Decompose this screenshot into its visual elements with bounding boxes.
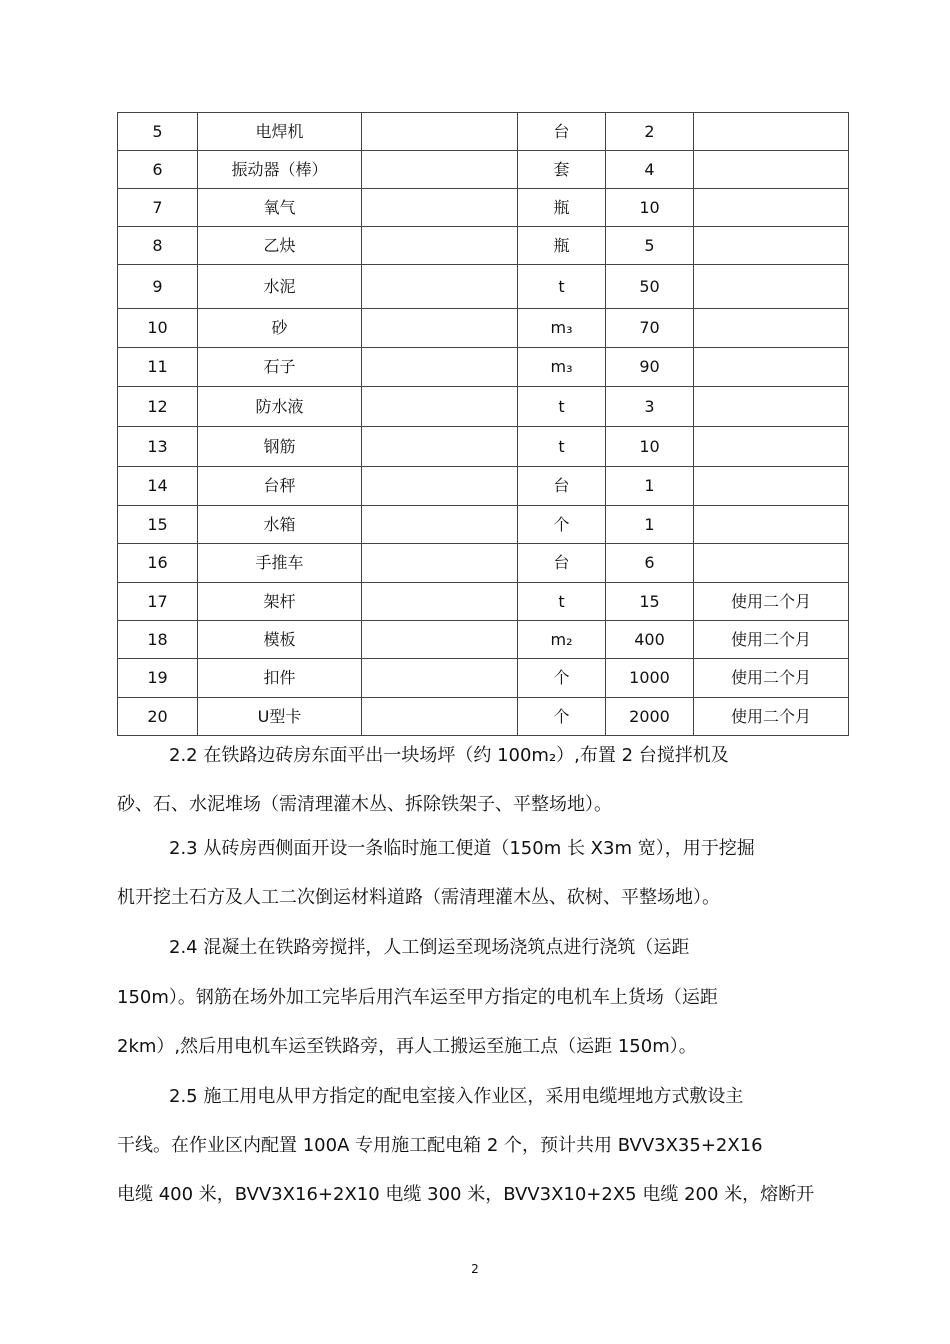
materials-table — [117, 112, 849, 736]
item-name-cell: 模板 — [198, 621, 362, 659]
item-name-cell: 振动器（棒） — [198, 151, 362, 189]
quantity-cell: 1 — [606, 467, 694, 506]
quantity-cell: 10 — [606, 189, 694, 227]
row-number-cell: 17 — [118, 583, 198, 621]
quantity-cell: 5 — [606, 227, 694, 265]
remark-cell — [694, 189, 849, 227]
table-row — [118, 544, 849, 583]
table-row — [118, 113, 849, 151]
item-name-cell: 台秤 — [198, 467, 362, 506]
remark-cell — [694, 506, 849, 544]
spec-cell — [362, 506, 518, 544]
paragraph-2-5-line-2: 干线。在作业区内配置 100A 专用施工配电箱 2 个，预计共用 BVV3X35+2X16 — [117, 1135, 763, 1156]
remark-cell — [694, 427, 849, 467]
row-number-cell: 19 — [118, 659, 198, 698]
quantity-cell: 2 — [606, 113, 694, 151]
spec-cell — [362, 348, 518, 387]
row-number-cell: 6 — [118, 151, 198, 189]
remark-cell — [694, 544, 849, 583]
item-name-cell: 砂 — [198, 309, 362, 348]
row-number-cell: 20 — [118, 698, 198, 736]
spec-cell — [362, 427, 518, 467]
quantity-cell: 1 — [606, 506, 694, 544]
row-number-cell: 12 — [118, 387, 198, 427]
table-row — [118, 621, 849, 659]
item-name-cell: 石子 — [198, 348, 362, 387]
unit-cell: m₂ — [518, 621, 606, 659]
item-name-cell: 水泥 — [198, 265, 362, 309]
row-number-cell: 10 — [118, 309, 198, 348]
remark-cell — [694, 309, 849, 348]
row-number-cell: 16 — [118, 544, 198, 583]
paragraph-2-4-line-2: 150m）。钢筋在场外加工完毕后用汽车运至甲方指定的电机车上货场（运距 — [117, 987, 718, 1008]
item-name-cell: 手推车 — [198, 544, 362, 583]
table-row — [118, 348, 849, 387]
spec-cell — [362, 544, 518, 583]
table-row — [118, 659, 849, 698]
unit-cell: 台 — [518, 113, 606, 151]
table-row — [118, 698, 849, 736]
table-row — [118, 506, 849, 544]
remark-cell — [694, 113, 849, 151]
remark-cell — [694, 265, 849, 309]
table-row — [118, 151, 849, 189]
spec-cell — [362, 265, 518, 309]
remark-cell — [694, 387, 849, 427]
row-number-cell: 14 — [118, 467, 198, 506]
item-name-cell: 钢筋 — [198, 427, 362, 467]
table-row — [118, 583, 849, 621]
remark-cell: 使用二个月 — [694, 659, 849, 698]
paragraph-2-4-line-3: 2km）,然后用电机车运至铁路旁，再人工搬运至施工点（运距 150m）。 — [117, 1036, 697, 1057]
remark-cell — [694, 151, 849, 189]
quantity-cell: 10 — [606, 427, 694, 467]
unit-cell: t — [518, 265, 606, 309]
item-name-cell: 乙炔 — [198, 227, 362, 265]
spec-cell — [362, 621, 518, 659]
remark-cell: 使用二个月 — [694, 583, 849, 621]
spec-cell — [362, 189, 518, 227]
table-row — [118, 309, 849, 348]
quantity-cell: 400 — [606, 621, 694, 659]
row-number-cell: 7 — [118, 189, 198, 227]
spec-cell — [362, 309, 518, 348]
unit-cell: 瓶 — [518, 227, 606, 265]
quantity-cell: 3 — [606, 387, 694, 427]
quantity-cell: 90 — [606, 348, 694, 387]
spec-cell — [362, 467, 518, 506]
remark-cell — [694, 467, 849, 506]
item-name-cell: 电焊机 — [198, 113, 362, 151]
row-number-cell: 9 — [118, 265, 198, 309]
unit-cell: t — [518, 387, 606, 427]
item-name-cell: 架杆 — [198, 583, 362, 621]
quantity-cell: 50 — [606, 265, 694, 309]
paragraph-2-3-line-2: 机开挖土石方及人工二次倒运材料道路（需清理灌木丛、砍树、平整场地）。 — [117, 887, 720, 908]
quantity-cell: 70 — [606, 309, 694, 348]
row-number-cell: 15 — [118, 506, 198, 544]
paragraph-2-3-line-1: 2.3 从砖房西侧面开设一条临时施工便道（150m 长 X3m 宽），用于挖掘 — [169, 838, 755, 859]
unit-cell: 台 — [518, 467, 606, 506]
quantity-cell: 6 — [606, 544, 694, 583]
quantity-cell: 4 — [606, 151, 694, 189]
remark-cell — [694, 348, 849, 387]
quantity-cell: 15 — [606, 583, 694, 621]
remark-cell: 使用二个月 — [694, 621, 849, 659]
remark-cell: 使用二个月 — [694, 698, 849, 736]
paragraph-2-5-line-1: 2.5 施工用电从甲方指定的配电室接入作业区，采用电缆埋地方式敷设主 — [169, 1086, 744, 1107]
item-name-cell: 氧气 — [198, 189, 362, 227]
remark-cell — [694, 227, 849, 265]
unit-cell: t — [518, 427, 606, 467]
item-name-cell: U型卡 — [198, 698, 362, 736]
table-row — [118, 189, 849, 227]
item-name-cell: 水箱 — [198, 506, 362, 544]
row-number-cell: 11 — [118, 348, 198, 387]
paragraph-2-4-line-1: 2.4 混凝土在铁路旁搅拌，人工倒运至现场浇筑点进行浇筑（运距 — [169, 937, 690, 958]
spec-cell — [362, 583, 518, 621]
row-number-cell: 18 — [118, 621, 198, 659]
unit-cell: m₃ — [518, 348, 606, 387]
quantity-cell: 1000 — [606, 659, 694, 698]
paragraph-2-2-line-1: 2.2 在铁路边砖房东面平出一块场坪（约 100m₂）,布置 2 台搅拌机及 — [169, 745, 729, 766]
row-number-cell: 13 — [118, 427, 198, 467]
quantity-cell: 2000 — [606, 698, 694, 736]
unit-cell: 个 — [518, 506, 606, 544]
spec-cell — [362, 387, 518, 427]
unit-cell: 个 — [518, 659, 606, 698]
table-row — [118, 227, 849, 265]
table-row — [118, 427, 849, 467]
item-name-cell: 防水液 — [198, 387, 362, 427]
unit-cell: 台 — [518, 544, 606, 583]
unit-cell: 瓶 — [518, 189, 606, 227]
paragraph-2-5-line-3: 电缆 400 米，BVV3X16+2X10 电缆 300 米，BVV3X10+2X5 电缆 200 米，熔断开 — [117, 1184, 815, 1205]
spec-cell — [362, 113, 518, 151]
row-number-cell: 5 — [118, 113, 198, 151]
page-number: 2 — [471, 1262, 479, 1276]
unit-cell: t — [518, 583, 606, 621]
item-name-cell: 扣件 — [198, 659, 362, 698]
row-number-cell: 8 — [118, 227, 198, 265]
table-row — [118, 387, 849, 427]
spec-cell — [362, 151, 518, 189]
table-row — [118, 265, 849, 309]
materials-table-body — [118, 113, 849, 736]
unit-cell: 个 — [518, 698, 606, 736]
unit-cell: 套 — [518, 151, 606, 189]
spec-cell — [362, 698, 518, 736]
paragraph-2-2-line-2: 砂、石、水泥堆场（需清理灌木丛、拆除铁架子、平整场地）。 — [117, 794, 612, 815]
unit-cell: m₃ — [518, 309, 606, 348]
spec-cell — [362, 227, 518, 265]
table-row — [118, 467, 849, 506]
spec-cell — [362, 659, 518, 698]
